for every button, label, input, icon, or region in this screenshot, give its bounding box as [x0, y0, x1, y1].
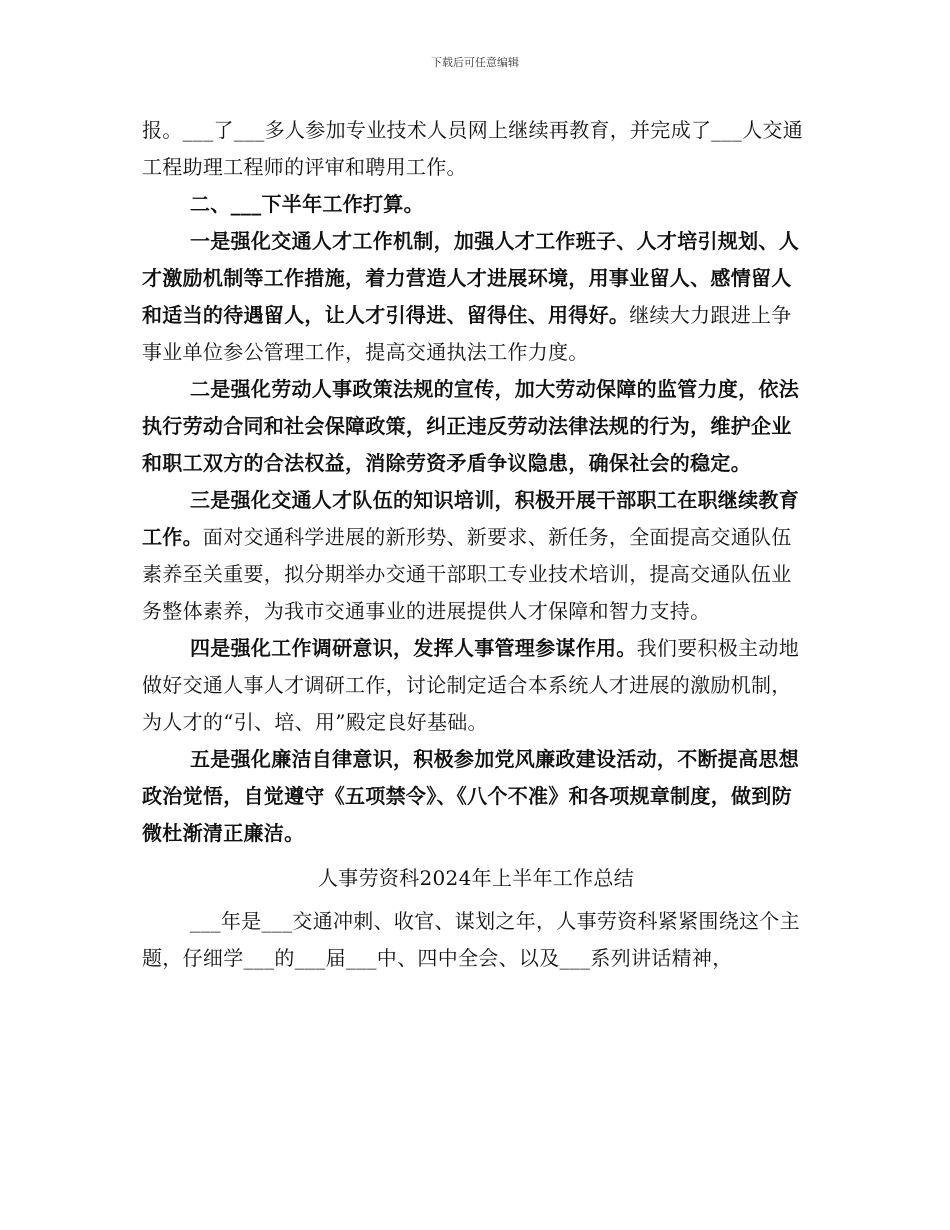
- header-note: 下载后可任意编辑: [431, 56, 519, 69]
- item-4-text: 我们要积极主动地做好交通人事人才调研工作，讨论制定适合本系统人才进展的激励机制，为人才的“引、培、用”殿定良好基础。: [142, 636, 800, 734]
- paragraph-item-5: 五是强化廉洁自律意识，积极参加党风廉政建设活动，不断提高思想政治觉悟，自觉遵守《五项禁令》、《八个不准》和各项规章制度，做到防微杜渐清正廉洁。: [142, 747, 799, 845]
- paragraph-intro: ___年是___交通冲刺、收官、谋划之年，人事劳资科紧紧围绕这个主题，仔细学___的___届___中、四中全会、以及___系列讲话精神，: [142, 909, 800, 970]
- paragraph-continuation: 报。___了___多人参加专业技术人员网上继续再教育，并完成了___人交通工程助理工程师的评审和聘用工作。: [142, 118, 804, 179]
- paragraph-item-1: [142, 223, 810, 371]
- item-4-lead: 四是强化工作调研意识，发挥人事管理参谋作用。: [190, 636, 637, 660]
- item-1-text: 继续大力跟进上争事业单位参公管理工作，提高交通执法工作力度。: [142, 303, 792, 364]
- item-3-text: 面对交通科学进展的新形势、新要求、新任务，全面提高交通队伍素养至关重要，拟分期举办交通干部职工专业技术培训，提高交通队伍业务整体素养，为我市交通事业的进展提供人才保障和智力支持。: [142, 525, 792, 623]
- item-1-lead: 一是强化交通人才工作机制，加强人才工作班子、人才培引规划、人才激励机制等工作措施，着力营造人才进展环境，用事业留人、感情留人和适当的待遇留人，让人才引得进、留得住、用得好。: [142, 229, 799, 327]
- document-title: 人事劳资科2024年上半年工作总结: [318, 866, 634, 890]
- paragraph-item-3: [142, 482, 810, 630]
- section-heading: 二、___下半年工作打算。: [190, 192, 424, 216]
- paragraph-item-4: [142, 630, 810, 741]
- document-body: [142, 112, 810, 977]
- paragraph-item-2: 二是强化劳动人事政策法规的宣传，加大劳动保障的监管力度，依法执行劳动合同和社会保障政策，纠正违反劳动法律法规的行为，维护企业和职工双方的合法权益，消除劳资矛盾争议隐患，确保社会的稳定。: [142, 377, 799, 475]
- item-3-lead: 三是强化交通人才队伍的知识培训，积极开展干部职工在职继续教育工作。: [142, 488, 799, 549]
